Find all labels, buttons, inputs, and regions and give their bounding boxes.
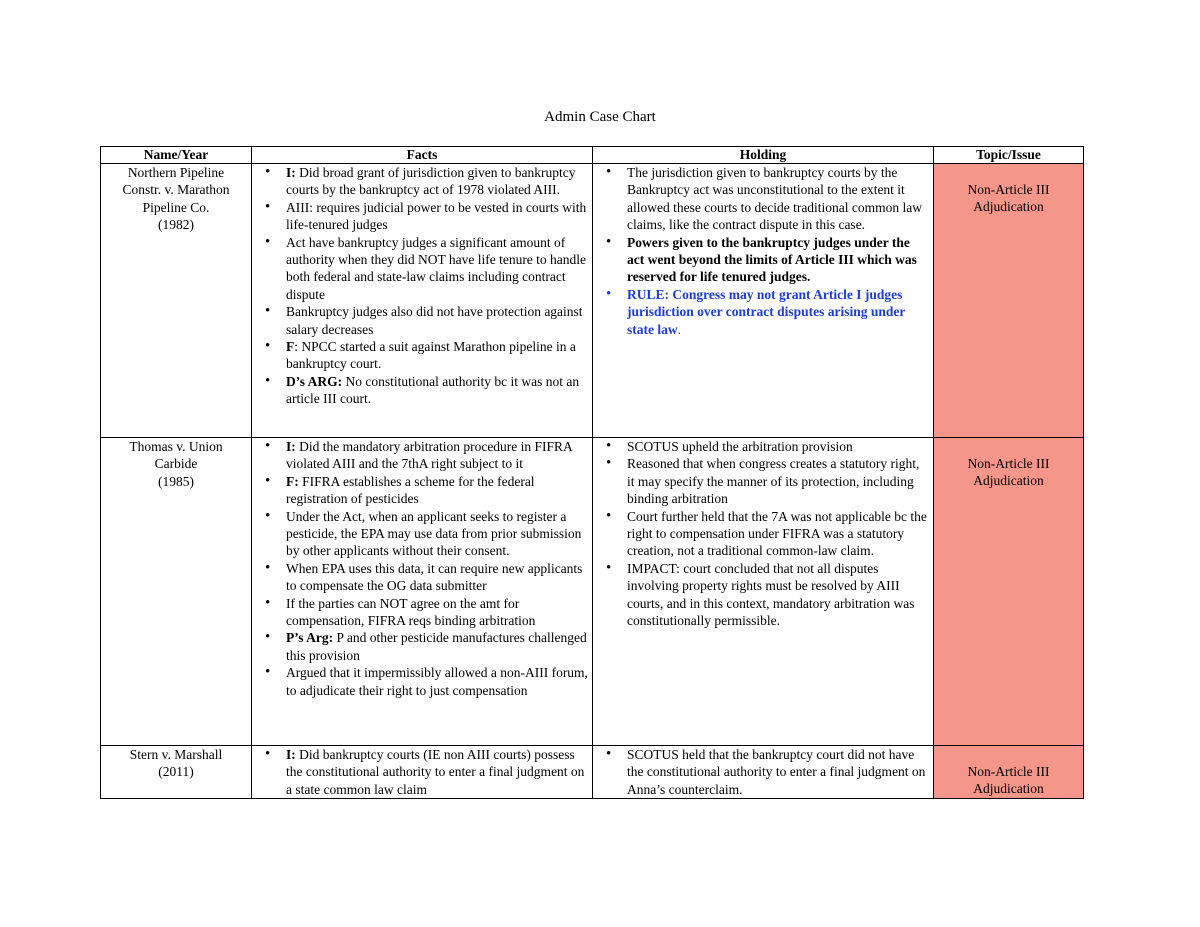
- header-facts: Facts: [252, 147, 593, 164]
- case-name-cell: [101, 438, 252, 746]
- table-row: [101, 746, 1084, 799]
- topic-line: Adjudication: [973, 781, 1044, 797]
- fact-item: • Argued that it impermissibly allowed a non-AIII forum, to adjudicate their right to just compensation: [252, 664, 588, 699]
- holding-item: • SCOTUS upheld the arbitration provision: [593, 438, 929, 455]
- case-name-line: Stern v. Marshall: [129, 747, 223, 762]
- holding-cell: [593, 164, 934, 438]
- fact-item: • P’s Arg: P and other pesticide manufactures challenged this provision: [252, 629, 588, 664]
- case-name-line: Pipeline Co.: [142, 199, 210, 215]
- fact-item: • I: Did broad grant of jurisdiction given to bankruptcy courts by the bankruptcy act of 1978 violated AIII.: [252, 164, 588, 199]
- holding-rule-item: • RULE: Congress may not grant Article I judges jurisdiction over contract disputes arising under state law.: [593, 286, 929, 338]
- fact-item: • F: NPCC started a suit against Marathon pipeline in a bankruptcy court.: [252, 338, 588, 373]
- topic-line: Non-Article III: [967, 764, 1050, 779]
- holding-item: • Court further held that the 7A was not applicable bc the right to compensation under FIFRA was a statutory creation, not a traditional common-law claim.: [593, 508, 929, 560]
- holding-item: • The jurisdiction given to bankruptcy courts by the Bankruptcy act was unconstitutional to the extent it allowed these courts to decide traditional common law claims, like the contract dispute in this case.: [593, 164, 929, 234]
- case-year: (2011): [158, 764, 194, 780]
- holding-item: • Powers given to the bankruptcy judges under the act went beyond the limits of Article III which was reserved for life tenured judges.: [593, 234, 929, 286]
- case-year: (1985): [158, 473, 194, 489]
- header-name-year: Name/Year: [101, 147, 252, 164]
- fact-item: • I: Did the mandatory arbitration procedure in FIFRA violated AIII and the 7thA right subject to it: [252, 438, 588, 473]
- facts-cell: [252, 438, 593, 746]
- holding-cell: [593, 746, 934, 799]
- topic-line: Adjudication: [973, 199, 1044, 215]
- fact-item: • AIII: requires judicial power to be vested in courts with life-tenured judges: [252, 199, 588, 234]
- topic-cell: [934, 746, 1084, 799]
- topic-cell: [934, 164, 1084, 438]
- case-name-line: Constr. v. Marathon: [122, 182, 230, 198]
- holding-item: • SCOTUS held that the bankruptcy court did not have the constitutional authority to enter a final judgment on Anna’s counterclaim.: [593, 746, 929, 798]
- fact-item: • If the parties can NOT agree on the amt for compensation, FIFRA reqs binding arbitration: [252, 595, 588, 630]
- fact-item: • F: FIFRA establishes a scheme for the federal registration of pesticides: [252, 473, 588, 508]
- case-name-line: Carbide: [154, 456, 198, 472]
- header-topic-issue: Topic/Issue: [934, 147, 1084, 164]
- table-row: [101, 164, 1084, 438]
- topic-cell: [934, 438, 1084, 746]
- holding-item: • IMPACT: court concluded that not all disputes involving property rights must be resolved by AIII courts, and in this context, mandatory arbitration was constitutionally permissible.: [593, 560, 929, 630]
- holding-cell: [593, 438, 934, 746]
- table-row: [101, 438, 1084, 746]
- fact-item: • Under the Act, when an applicant seeks to register a pesticide, the EPA may use data from prior submission by other applicants without their consent.: [252, 508, 588, 560]
- case-name-cell: [101, 746, 252, 799]
- fact-item: • When EPA uses this data, it can require new applicants to compensate the OG data submitter: [252, 560, 588, 595]
- fact-item: • Act have bankruptcy judges a significant amount of authority when they did NOT have life tenure to handle both federal and state-law claims including contract dispute: [252, 234, 588, 304]
- document-title: Admin Case Chart: [544, 109, 656, 125]
- holding-item: • Reasoned that when congress creates a statutory right, it may specify the manner of its protection, including binding arbitration: [593, 455, 929, 507]
- topic-line: Adjudication: [973, 473, 1044, 489]
- case-name-line: Northern Pipeline: [127, 165, 225, 180]
- case-year: (1982): [158, 217, 194, 233]
- case-chart-table: [100, 146, 1084, 799]
- fact-item: • I: Did bankruptcy courts (IE non AIII courts) possess the constitutional authority to enter a final judgment on a state common law claim: [252, 746, 588, 798]
- topic-line: Non-Article III: [967, 456, 1050, 471]
- facts-cell: [252, 164, 593, 438]
- topic-line: Non-Article III: [967, 182, 1050, 197]
- fact-item: • Bankruptcy judges also did not have protection against salary decreases: [252, 303, 588, 338]
- header-row: [101, 147, 1084, 164]
- facts-cell: [252, 746, 593, 799]
- case-name-line: Thomas v. Union: [129, 439, 223, 454]
- case-name-cell: [101, 164, 252, 438]
- fact-item: • D’s ARG: No constitutional authority bc it was not an article III court.: [252, 373, 588, 408]
- header-holding: Holding: [593, 147, 934, 164]
